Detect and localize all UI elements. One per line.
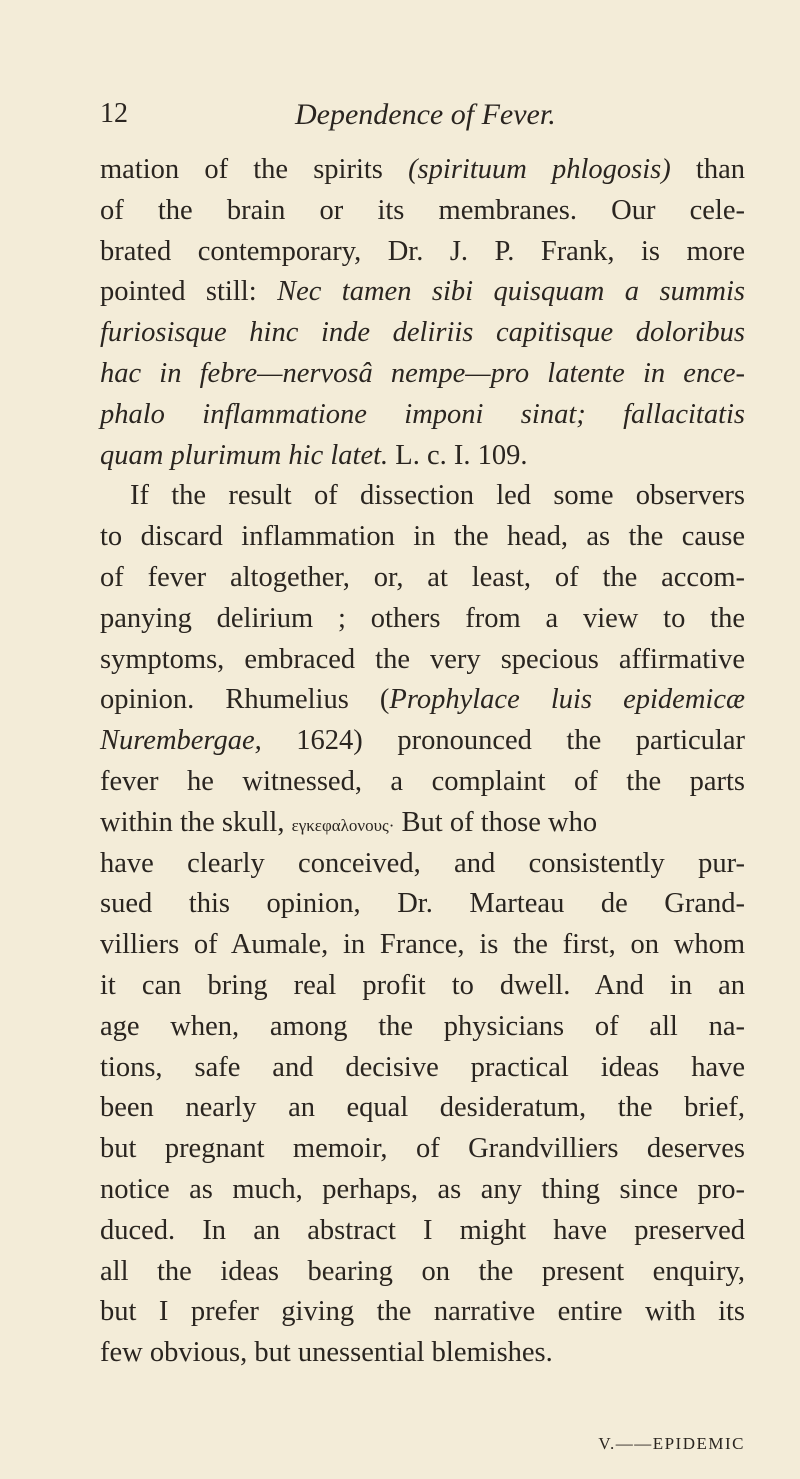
text-line: [100, 884, 745, 925]
text-segment: mation of the spirits: [100, 154, 409, 185]
text-segment: symptoms, embraced the very specious affirmative: [100, 643, 745, 675]
text-line: [100, 1292, 745, 1333]
text-segment: opinion. Rhumelius: [100, 684, 380, 716]
italic-text: Nurembergae,: [100, 725, 262, 757]
italic-text: Nec tamen sibi quisquam a summis: [277, 276, 746, 308]
text-segment: tions, safe and decisive practical ideas have: [100, 1051, 745, 1083]
text-segment: (: [379, 684, 390, 716]
italic-text: phalo inflammatione imponi sinat; fallacitatis: [100, 398, 745, 430]
text-segment: villiers of Aumale, in France, is the first, on whom: [100, 929, 745, 961]
text-line: [100, 395, 745, 436]
running-head: Dependence of Fever.: [295, 98, 556, 131]
text-line: [100, 1333, 745, 1374]
text-line: [100, 1007, 745, 1048]
text-line: [100, 1211, 745, 1252]
text-segment: it can bring real profit to dwell. And in an: [100, 969, 745, 1001]
text-line: [100, 272, 745, 313]
text-segment: panying delirium ; others from a view to the: [100, 602, 745, 634]
text-line: [100, 558, 745, 599]
text-segment: but I prefer giving the narrative entire with its: [100, 1296, 745, 1328]
italic-text: Prophylace luis epidemicæ: [389, 684, 745, 716]
greek-text: εγκεφαλονους·: [291, 815, 395, 835]
text-line: [100, 1252, 745, 1293]
text-line: [100, 1048, 745, 1089]
text-segment: have clearly conceived, and consistently pur-: [100, 847, 745, 879]
text-line: [100, 599, 745, 640]
text-line: [100, 966, 745, 1007]
text-line: [100, 232, 745, 273]
text-segment: L. c. I. 109.: [388, 439, 528, 471]
text-segment: to discard inflammation in the head, as the cause: [100, 521, 745, 553]
text-segment: age when, among the physicians of all na-: [100, 1010, 745, 1042]
text-line: [100, 844, 745, 885]
italic-text: hac in febre—nervosâ nempe—pro latente in ence-: [100, 357, 745, 389]
text-line: [100, 517, 745, 558]
text-line: [100, 803, 745, 844]
text-segment: of the brain or its membranes. Our cele-: [100, 194, 745, 226]
text-segment: duced. In an abstract I might have preserved: [100, 1214, 745, 1246]
text-segment: than: [670, 154, 745, 185]
page-number: 12: [100, 98, 128, 129]
text-segment: but pregnant memoir, of Grandvilliers deserves: [100, 1133, 745, 1165]
text-line: [100, 640, 745, 681]
text-line: [100, 476, 745, 517]
text-segment: brated contemporary, Dr. J. P. Frank, is more: [100, 235, 745, 267]
text-segment: pointed still:: [100, 276, 278, 308]
text-line: [100, 1129, 745, 1170]
body-text: [100, 150, 745, 1374]
text-line: [100, 313, 745, 354]
text-segment: 1624) pronounced the particular: [261, 725, 745, 757]
italic-text: (spirituum phlogosis): [408, 154, 671, 185]
catchword: V.——EPIDEMIC: [598, 1434, 745, 1453]
italic-text: furiosisque hinc inde deliriis capitisque doloribus: [100, 317, 745, 349]
text-line: [100, 150, 745, 191]
text-segment: If the result of dissection led some observers: [130, 480, 745, 512]
text-line: [100, 436, 745, 477]
text-segment: within the skull,: [100, 806, 292, 838]
text-segment: fever he witnessed, a complaint of the parts: [100, 765, 745, 797]
page-header: [100, 98, 740, 138]
text-segment: few obvious, but unessential blemishes.: [100, 1337, 553, 1369]
text-segment: sued this opinion, Dr. Marteau de Grand-: [100, 888, 745, 920]
text-line: [100, 721, 745, 762]
text-segment: notice as much, perhaps, as any thing since pro-: [100, 1173, 745, 1205]
text-line: [100, 680, 745, 721]
text-segment: been nearly an equal desideratum, the brief,: [100, 1092, 745, 1124]
text-line: [100, 1088, 745, 1129]
text-line: [100, 191, 745, 232]
text-segment: all the ideas bearing on the present enquiry,: [100, 1255, 745, 1287]
text-line: [100, 354, 745, 395]
text-line: [100, 1170, 745, 1211]
italic-text: quam plurimum hic latet.: [100, 439, 389, 471]
text-line: [100, 925, 745, 966]
text-line: [100, 762, 745, 803]
text-segment: But of those who: [394, 806, 598, 838]
text-segment: of fever altogether, or, at least, of the accom-: [100, 561, 745, 593]
